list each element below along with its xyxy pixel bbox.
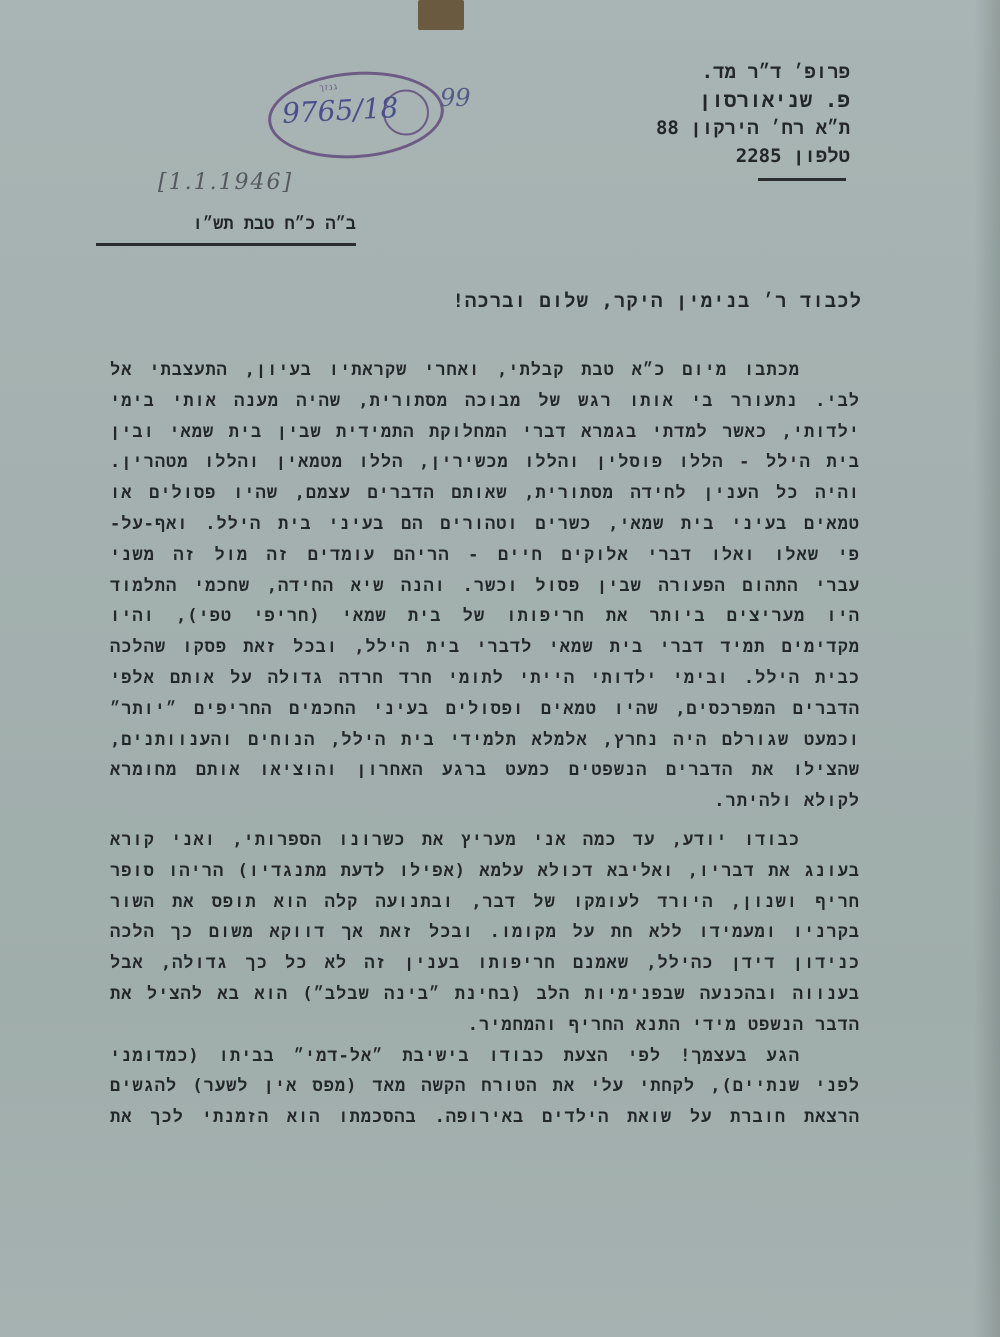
sender-line: פ. שניאורסון [698,88,850,112]
body-line: ילדותי, כאשר למדתי בגמרא דברי המחלוקת התמידית שבין בית שמאי ובין [110,421,860,442]
body-line: עברי התהום הפעורה שבין פסול וכשר. והנה שיא החידה, שחכמי התלמוד [110,575,860,596]
body-line: לפני שנתיים), לקחתי עלי את הטורח הקשה מאד (מפס אין לשער) להגשים [110,1076,860,1097]
body-line: פי שאלו ואלו דברי אלוקים חיים - הריהם עומדים זה מול זה משני [110,544,860,565]
body-line: כבית הילל. ובימי ילדותי הייתי לתומי חרד חרדה גדולה על אותם אלפי [110,667,860,688]
body-line: בעונג את דבריו, ואליבא דכולא עלמא (אפילו לדעת מתנגדיו) הריהו סופר [110,860,860,881]
body-line: לקולא ולהיתר. [714,791,860,812]
body-line: הרצאת חוברת על שואת הילדים באירופה. בהסכמתו הוא הזמנתי לכך את [110,1107,860,1128]
body-line: כנידון דידן כהילל, שאמנם חריפותו בענין זה לא כל כך גדולה, אבל [110,953,860,974]
sender-line: טלפון 2285 [735,145,850,167]
body-line: בית הילל - הללו פוסלין והללו מכשירין, הללו מטמאין והללו מטהרין. [110,452,860,473]
body-line: טמאים בעיני בית שמאי, כשרים וטהורים הם בעיני בית הילל. ואף-על- [110,513,860,534]
body-line: בענווה ובהכנעה שבפנימיות הלב (בחינת ״בינה שבלב״) הוא בא להציל את [110,983,860,1004]
body-line: מקדימים תמיד דברי בית שמאי לדברי בית הילל, ובכל זאת פסקו שהלכה [110,637,860,658]
letter-greeting: לכבוד ר׳ בנימין היקר, שלום וברכה! [452,290,862,312]
body-line: חריף ושנון, היורד לעומקו של דבר, ובתנועה קלה הוא תופס את השור [110,891,860,912]
body-line: הדבר הנשפט מידי התנא החריף והמחמיר. [467,1014,860,1035]
sender-divider [758,178,846,181]
body-line: הגע בעצמך! לפי הצעת כבודו בישיבת ״אל-דמי״ בביתו (כמדומני [110,1045,800,1066]
folio-number: 99 [440,84,471,112]
handwritten-date: [1.1.1946] [158,170,294,195]
page-edge-shadow [974,0,1000,1337]
body-line: הדברים המפרכסים, שהיו טמאים ופסולים בעיני החכמים החריפים ״יותר״ [110,698,860,719]
sender-line: ת״א רח׳ הירקון 88 [655,117,850,139]
sender-block [656,58,850,170]
archive-number: 9765/18 [281,90,400,131]
letter-body [110,355,860,1133]
body-line: וכמעט שגורלם היה נחרץ, אלמלא תלמידי בית הילל, הנוחים והענוותנים, [110,729,860,750]
body-line: בקרניו ומעמידו ללא חת על מקומו. ובכל זאת אך דווקא משום כך הלכה [110,922,860,943]
hebrew-date: ב״ה כ״ח טבת תש״ו [96,214,356,246]
archive-stamp-text: גנזך [318,82,339,94]
body-line: מכתבו מיום כ״א טבת קבלתי, ואחרי שקראתיו בעיון, התעצבתי אל [110,360,800,380]
sender-line: פרופ׳ ד״ר מד. [701,61,850,83]
body-line: כבודו יודע, עד כמה אני מעריץ את כשרונו הספרותי, ואני קורא [110,829,800,850]
body-line: והיה כל הענין לחידה מסתורית, שאותם הדברים עצמם, שהיו פסולים או [110,483,860,504]
body-line: היו מעריצים ביותר את חריפותו של בית שמאי (חריפי טפי), והיו [110,606,860,627]
body-line: לבי. נתעורר בי אותו רגש של מבוכה מסתורית, שהיה מענה אותי בימי [110,390,860,411]
tape-mark [418,0,464,30]
body-line: שהצילו את הדברים הנשפטים כמעט ברגע האחרון והוציאו אותם מחומרא [110,760,860,781]
